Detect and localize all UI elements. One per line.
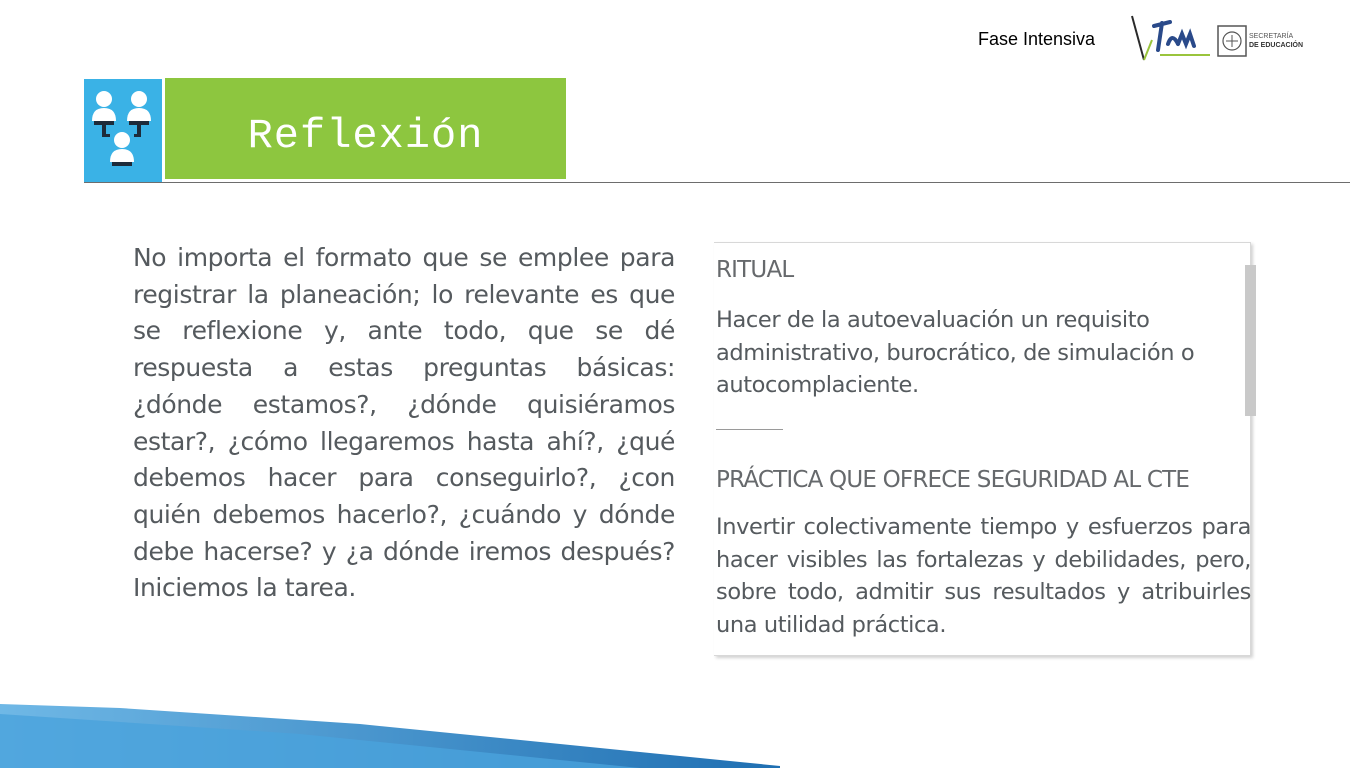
card-scrollbar[interactable]: [1245, 265, 1256, 416]
footer-wave-decoration: [0, 690, 780, 768]
title-banner: [165, 78, 566, 179]
sep-logo: [1216, 22, 1308, 60]
phase-label: Fase Intensiva: [978, 29, 1096, 49]
reflection-paragraph: No importa el formato que se emplee para registrar la planeación; lo relevante es que se reflexione y, ante todo, que se dé respuesta a estas preguntas básicas: ¿dónde estamos?, ¿dónde quisiéramos estar?, ¿cómo llegaremos hasta ahí?, ¿qué debemos hacer para conseguirlo?, ¿con quién debemos hacerlo?, ¿cuándo y dónde debe hacerse? y ¿a dónde iremos después? Iniciemos la tarea.: [133, 243, 675, 603]
card-heading-ritual: RITUAL: [716, 257, 794, 283]
card-body-practice: Invertir colectivamente tiempo y esfuerzos para hacer visibles las fortalezas y debilidades, pero, sobre todo, admitir sus resultados y atribuirles una utilidad práctica.: [716, 514, 1251, 638]
card-heading-practice: PRÁCTICA QUE OFRECE SEGURIDAD AL CTE: [716, 467, 1190, 493]
sep-logo-line2: DE EDUCACIÓN: [1249, 42, 1304, 49]
people-group-icon: [84, 79, 165, 182]
comparison-card: [714, 242, 1251, 656]
header-divider: [84, 182, 1350, 183]
card-body-ritual: Hacer de la autoevaluación un requisito administrativo, burocrático, de simulación o autocomplaciente.: [716, 307, 1195, 398]
sep-logo-line1: SECRETARÍA: [1249, 33, 1294, 40]
tam-logo: [1130, 14, 1220, 64]
page-title: Reflexión: [247, 112, 484, 160]
card-divider: [716, 429, 783, 430]
